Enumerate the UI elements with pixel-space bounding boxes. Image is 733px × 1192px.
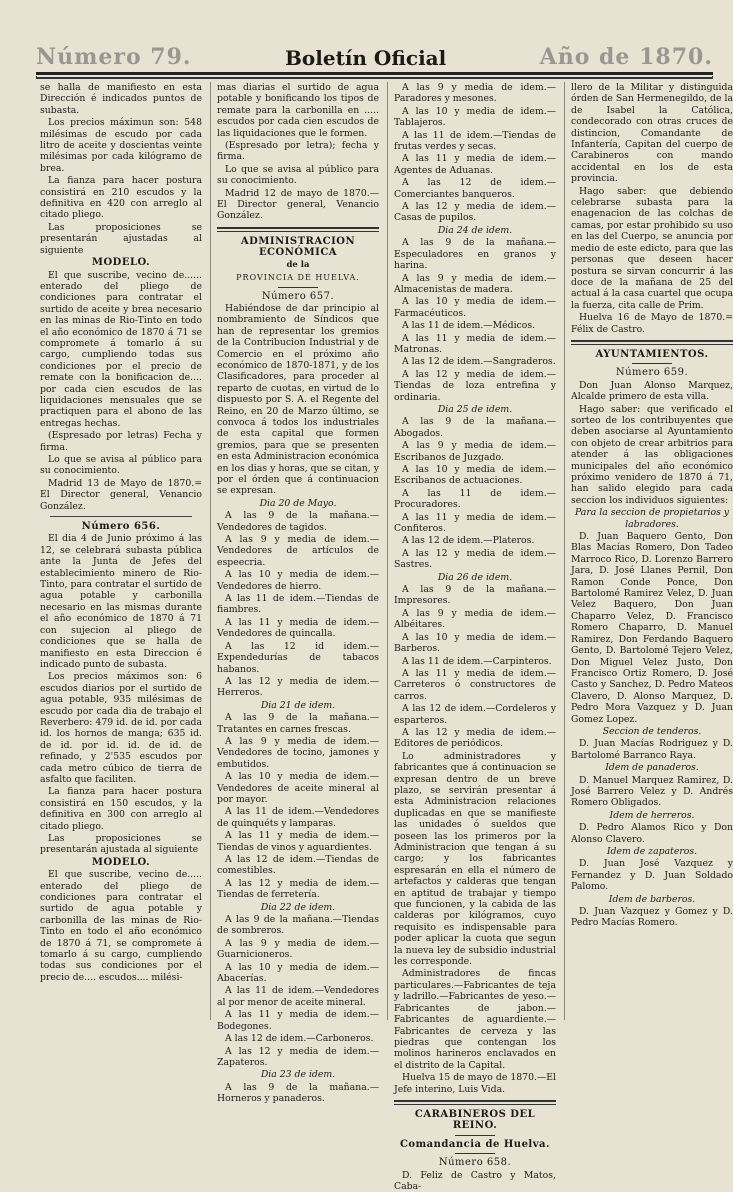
section-heading: ADMINISTRACION ECONÓMICA bbox=[240, 235, 356, 259]
schedule-item: A las 9 y media de idem.—Albéitares. bbox=[394, 607, 556, 631]
paragraph: D. Juan José Vazquez y Fernandez y D. Juan Soldado Palomo. bbox=[571, 858, 733, 893]
schedule-item: A las 11 y media de idem.—Carreteros ó constructores de carros. bbox=[394, 667, 556, 702]
paragraph: Don Juan Alonso Marquez, Alcalde primero de esta villa. bbox=[571, 379, 733, 403]
schedule-item: A las 11 y media de idem.—Agentes de Aduanas. bbox=[394, 153, 556, 176]
divider bbox=[50, 516, 192, 517]
paragraph: Huelva 15 de mayo de 1870.—El Jefe interino, Luis Vida. bbox=[394, 1072, 556, 1095]
section-label: Idem de panaderos. bbox=[605, 762, 699, 774]
divider bbox=[455, 1153, 495, 1154]
schedule-item: A las 9 de la mañana.—Tratantes en carnes frescas. bbox=[217, 712, 379, 735]
issue-number: Número 79. bbox=[36, 44, 192, 70]
paragraph: El que suscribe, vecino de..... enterado del pliego de condiciones para contratar el surtido de agua potable y carbonilla de las minas de Rio-Tinto en todo el año económico de 1870 á 71, se compromete á tomarlo á su cargo, cumpliendo todas sus condiciones por el precio de.... escudos.... milési- bbox=[40, 869, 202, 983]
notice-number: Número 658. bbox=[438, 1157, 512, 1169]
schedule-item: A las 12 de idem.—Sangraderos. bbox=[402, 356, 556, 368]
schedule-item: A las 12 de idem.—Comerciantes banqueros. bbox=[394, 177, 556, 200]
newspaper-title: Boletín Oficial bbox=[285, 46, 447, 70]
paragraph: El que suscribe, vecino de...... enterado del pliego de condiciones para contratar el surtido de aceite y brea necesario en las minas de Rio-Tinto en todo el año económico de 1870 á 71 se compromete á tomarlo á su cargo, cumpliendo todas sus condiciones por el precio de remate con la bonificacion de.... por cada cien escudos de las liquidaciones mensuales que se practiquen para el abono de las entregas hechas. bbox=[40, 269, 202, 429]
section-heading: CARABINEROS DEL REINO. bbox=[414, 1108, 536, 1132]
schedule-item: A las 12 y media de idem.—Casas de pupilos. bbox=[394, 201, 556, 224]
divider bbox=[632, 363, 672, 364]
paragraph: Hago saber: que debiendo celebrarse subasta para la enagenacion de las colchas de camas, por estar prohibido su uso en las del Cuerpo, se anuncia por medio de este edicto, para que las personas que deseen hacer postura se sirvan concurrir á las doce de la mañana de 25 del actual á la casa cuartel que ocupa la fuerza, cita calle de Prim. bbox=[571, 185, 733, 311]
divider bbox=[571, 344, 733, 345]
schedule-item: A las 11 y media de idem.—Tiendas de vinos y aguardientes. bbox=[217, 830, 379, 853]
schedule-item: A las 9 y media de idem.—Vendedores de tocino, jamones y embutidos. bbox=[217, 735, 379, 770]
schedule-item: A las 11 de idem.—Procuradores. bbox=[394, 487, 556, 511]
paragraph: Lo que se avisa al público para su conocimiento. bbox=[217, 163, 379, 187]
date-heading: Dia 23 de idem. bbox=[260, 1069, 336, 1081]
schedule-item: A las 9 de la mañana.—Tiendas de sombreros. bbox=[217, 914, 379, 937]
paragraph: Los precios máximun son: 548 milésimas de escudo por cada litro de aceite y doscientas veinte milésimas por cada kilógramo de brea. bbox=[40, 117, 202, 174]
date-heading: Dia 24 de idem. bbox=[437, 224, 513, 236]
paragraph: se halla de manifiesto en esta Dirección é indicados puntos de subasta. bbox=[40, 82, 202, 116]
schedule-item: A las 10 y media de idem.—Vendedores de aceite mineral al por mayor. bbox=[217, 771, 379, 805]
paragraph: Madrid 13 de Mayo de 1870.= El Director general, Venancio González. bbox=[40, 477, 202, 512]
divider bbox=[217, 227, 379, 229]
header-rule bbox=[36, 72, 713, 75]
paragraph: El dia 4 de Junio próximo á las 12, se celebrará subasta pública ante la Junta de Jefes del establecimiento minero de Rio-Tinto, para contratar el surtido de agua potable y carbonilla necesario en las mismas durante el año económico de 1870 á 71 con sujecion al pliego de condiciones que se halla de manifiesto en esta Direccion é indicado punto de subasta. bbox=[40, 533, 202, 670]
paragraph: (Espresado por letra); fecha y firma. bbox=[217, 140, 379, 163]
schedule-item: A las 9 y media de idem.—Paradores y mesones. bbox=[394, 82, 556, 105]
schedule-item: A las 9 y media de idem.—Guarnicioneros. bbox=[217, 937, 379, 961]
notice-number: Número 657. bbox=[261, 290, 335, 302]
schedule-item: A las 11 de idem.—Médicos. bbox=[402, 320, 536, 332]
date-heading: Dia 22 de idem. bbox=[260, 901, 336, 913]
date-heading: Dia 21 de idem. bbox=[260, 699, 336, 711]
paragraph: Las proposiciones se presentarán ajustada al siguiente bbox=[40, 833, 202, 856]
schedule-item: A las 9 de la mañana.—Impresores. bbox=[394, 584, 556, 607]
schedule-item: A las 12 y media de idem.—Zapateros. bbox=[217, 1045, 379, 1068]
date-heading: Dia 25 de idem. bbox=[437, 403, 513, 415]
section-label: Idem de zapateros. bbox=[606, 846, 698, 857]
schedule-item: A las 11 de idem.—Carpinteros. bbox=[402, 655, 552, 667]
section-subheading: PROVINCIA DE HUELVA. bbox=[236, 273, 360, 283]
paragraph: Madrid 12 de mayo de 1870.— El Director general, Venancio González. bbox=[217, 187, 379, 222]
divider bbox=[571, 340, 733, 342]
schedule-item: A las 12 de idem.—Plateros. bbox=[402, 535, 535, 547]
paragraph: (Espresado por letras) Fecha y firma. bbox=[40, 430, 202, 453]
section-heading: MODELO. bbox=[91, 856, 151, 868]
divider bbox=[394, 1104, 556, 1105]
divider bbox=[217, 231, 379, 232]
column-1 bbox=[40, 82, 202, 1020]
schedule-item: A las 12 de idem.—Tiendas de comestibles. bbox=[217, 854, 379, 877]
schedule-item: A las 10 y media de idem.—Tablajeros. bbox=[394, 105, 556, 129]
paragraph: Huelva 16 de Mayo de 1870.= Félix de Castro. bbox=[571, 312, 733, 335]
paragraph: mas diarias el surtido de agua potable y bonificando los tipos de remate para la carbonilla en ..... escudos por cada cien escudos de las liquidaciones que le formen. bbox=[217, 82, 379, 139]
paragraph: Hago saber: que verificado el sorteo de los contribuyentes que deben asociarse al Ayuntamiento con objeto de crear arbitrios para atender á las obligaciones municipales del año económico próximo venidero de 1870 á 71, han salido elegido para cada seccion los individuos siguientes: bbox=[571, 403, 733, 506]
schedule-item: A las 11 y media de idem.—Vendedores de quincalla. bbox=[217, 616, 379, 640]
text-columns bbox=[40, 82, 733, 1192]
schedule-item: A las 11 de idem.—Tiendas de frutas verdes y secas. bbox=[394, 129, 556, 153]
schedule-item: A las 11 de idem.—Vendedores al por menor de aceite mineral. bbox=[217, 985, 379, 1008]
divider bbox=[278, 287, 318, 288]
paragraph: La fianza para hacer postura consistirá en 150 escudos, y la definitiva en 300 con arreglo al citado pliego. bbox=[40, 786, 202, 832]
section-heading: AYUNTAMIENTOS. bbox=[595, 348, 709, 360]
column-4 bbox=[564, 82, 733, 1020]
schedule-item: A las 9 de la mañana.—Vendedores de tagidos. bbox=[217, 510, 379, 533]
column-2 bbox=[210, 82, 380, 1105]
schedule-item: A las 9 y media de idem.—Almacenistas de madera. bbox=[394, 272, 556, 295]
date-heading: Dia 26 de idem. bbox=[437, 571, 513, 583]
section-label: Para la seccion de propietarios y labradores. bbox=[574, 507, 730, 530]
paragraph: Lo administradores y fabricantes que á continuacion se expresan dentro de un breve plazo, se servirán presentar á esta Administracion relaciones duplicadas en que se manifieste las unidades ó sueldos que poseen las los primeros por la Administracion que tengan á su cargo; y los fabricantes espresarán en ella el número de artefactos y calderas que tengan en aptitud de trabajar y tiempo que funcionen, y la cabida de las calderas por kilógramos, cuyo requisito es indispensable para poder aplicar la cuota que segun la nueva ley de subsidio industrial les corresponde. bbox=[394, 750, 556, 968]
paragraph: D. Pedro Alamos Rico y Don Alonso Clavero. bbox=[571, 822, 733, 845]
paragraph: Las proposiciones se presentarán ajustadas al siguiente bbox=[40, 221, 202, 256]
date-heading: Dia 20 de Mayo. bbox=[259, 497, 337, 509]
schedule-item: A las 12 y media de idem.—Herreros. bbox=[217, 675, 379, 699]
masthead bbox=[36, 40, 713, 70]
section-heading-join: de la bbox=[286, 259, 310, 270]
divider bbox=[394, 1100, 556, 1102]
paragraph: La fianza para hacer postura consistirá en 210 escudos y la definitiva en 420 con arreglo al citado pliego. bbox=[40, 175, 202, 221]
section-label: Seccion de tenderos. bbox=[602, 725, 702, 737]
divider bbox=[455, 1135, 495, 1136]
schedule-item: A las 12 y media de idem.—Sastres. bbox=[394, 547, 556, 571]
paragraph: D. Manuel Marquez Ramirez, D. José Barrero Velez y D. Andrés Romero Obligados. bbox=[571, 774, 733, 809]
schedule-item: A las 10 y media de idem.—Vendedores de hierro. bbox=[217, 569, 379, 592]
schedule-item: A las 9 y media de idem.—Escribanos de Juzgado. bbox=[394, 440, 556, 463]
paragraph: D. Feliz de Castro y Matos, Caba- bbox=[394, 1169, 556, 1192]
schedule-item: A las 12 y media de idem.—Tiendas de ferretería. bbox=[217, 877, 379, 901]
column-3 bbox=[387, 82, 556, 1192]
schedule-item: A las 10 y media de idem.—Barberos. bbox=[394, 631, 556, 655]
schedule-item: A las 11 y media de idem.—Bodegones. bbox=[217, 1009, 379, 1032]
paragraph: llero de la Militar y distinguida órden de San Hermenegildo, de la de Isabel la Católica, condecorado con otras cruces de distincion, Comandante de Infantería, Capitan del cuerpo de Carabineros con mando accidental en los de esta provincia. bbox=[571, 82, 733, 185]
paragraph: Habiéndose de dar principio al nombramiento de Síndicos que han de representar los gremios de la Contribucion Industrial y de Comercio en el próximo año económico de 1870-1871, y de los Clasificadores, para proceder al reparto de cuotas, en virtud de lo dispuesto por S. A. el Regente del Reino, en 20 de Marzo último, se convoca á todos los industriales de esta capital que formen gremios, para que se presenten en esta Administracion económica en los dias y horas, que se citan, y por el órden que á continuacion se expresan. bbox=[217, 302, 380, 497]
schedule-item: A las 9 de la mañana.—Especuladores en granos y harina. bbox=[394, 237, 556, 272]
paragraph: Los precios máximos son: 6 escudos diarios por el surtido de agua potable, 935 milésimas de escudo por cada dia de trabajo el Reverbero: 479 id. de id. por cada id. los hornos de manga; 635 id. de id. por id. id. de id. de refinado, y 2'535 escudos por cada metro cúbico de tierra de asfalto que faciliten. bbox=[40, 671, 202, 785]
schedule-item: A las 10 y media de idem.—Abacerías. bbox=[217, 961, 379, 985]
section-heading: MODELO. bbox=[91, 257, 151, 269]
schedule-item: A las 11 y media de idem.—Matronas. bbox=[394, 332, 556, 355]
schedule-item: A las 12 y media de idem.—Tiendas de loza entrefina y ordinaria. bbox=[394, 368, 556, 403]
schedule-item: A las 9 de la mañana.—Horneros y panaderos. bbox=[217, 1081, 379, 1105]
schedule-item: A las 10 y media de idem.—Farmacéuticos. bbox=[394, 296, 556, 319]
paragraph: D. Juan Macías Rodriguez y D. Bartolomé Barranco Raya. bbox=[571, 738, 733, 761]
issue-year: Año de 1870. bbox=[539, 44, 713, 70]
paragraph: D. Juan Baquero Gento, Don Blas Macías Romero, Don Tadeo Marroco Rico, D. Lorenzo Barrero Jara, D. José Llanes Pernil, Don Ramon Conde Ponce, Don Bartolomé Ramirez Velez, D. Juan Velez Baquero, Don Juan Chaparro Velez, D. Francisco Romero Chaparro, D. Manuel Ramirez, Don Ferdando Baquero Gento, D. Bartolomé Tejero Velez, Don Miguel Velez Justo, Don Francisco Ortiz Romero, D. José Casto y Sanchez, D. Pedro Mateos Clavero, D. Alonso Marquez, D. Pedro Mora Vazquez y D. Juan Gomez Lopez. bbox=[571, 531, 733, 725]
schedule-item: A las 10 y media de idem.—Escribanos de actuaciones. bbox=[394, 464, 556, 487]
paragraph: Administradores de fincas particulares.—Fabricantes de teja y ladrillo.—Fabricantes de yeso.—Fabricantes de jabon.—Fabricantes de aguardiente.—Fabricantes de cerveza y las piedras que contengan los molinos harineros enclavados en el distrito de la Capital. bbox=[394, 968, 556, 1071]
schedule-item: A las 12 de idem.—Cordeleros y esparteros. bbox=[394, 703, 556, 726]
paragraph: Lo que se avisa al público para su conocimiento. bbox=[40, 454, 202, 477]
schedule-item: A las 12 y media de idem.—Editores de periódicos. bbox=[394, 726, 556, 750]
schedule-item: A las 9 y media de idem.—Vendedores de artículos de espeecria. bbox=[217, 534, 379, 568]
schedule-item: A las 11 de idem.—Tiendas de fiambres. bbox=[217, 593, 379, 616]
notice-number: Número 659. bbox=[615, 367, 689, 379]
schedule-item: A las 9 de la mañana.—Abogados. bbox=[394, 416, 556, 439]
section-label: Idem de barberos. bbox=[608, 893, 696, 905]
schedule-item: A las 11 de idem.—Vendedores de quinquéts y lamparas. bbox=[217, 806, 379, 829]
section-label: Idem de herreros. bbox=[609, 809, 695, 821]
schedule-item: A las 12 id idem.—Expendedurías de tabacos habanos. bbox=[217, 640, 379, 675]
schedule-item: A las 11 y media de idem.—Confiteros. bbox=[394, 511, 556, 535]
notice-number: Número 656. bbox=[81, 521, 161, 533]
section-subheading: Comandancia de Huelva. bbox=[399, 1138, 551, 1150]
paragraph: D. Juan Vazquez y Gomez y D. Pedro Macías Romero. bbox=[571, 906, 733, 929]
schedule-item: A las 12 de idem.—Carboneros. bbox=[225, 1033, 374, 1045]
